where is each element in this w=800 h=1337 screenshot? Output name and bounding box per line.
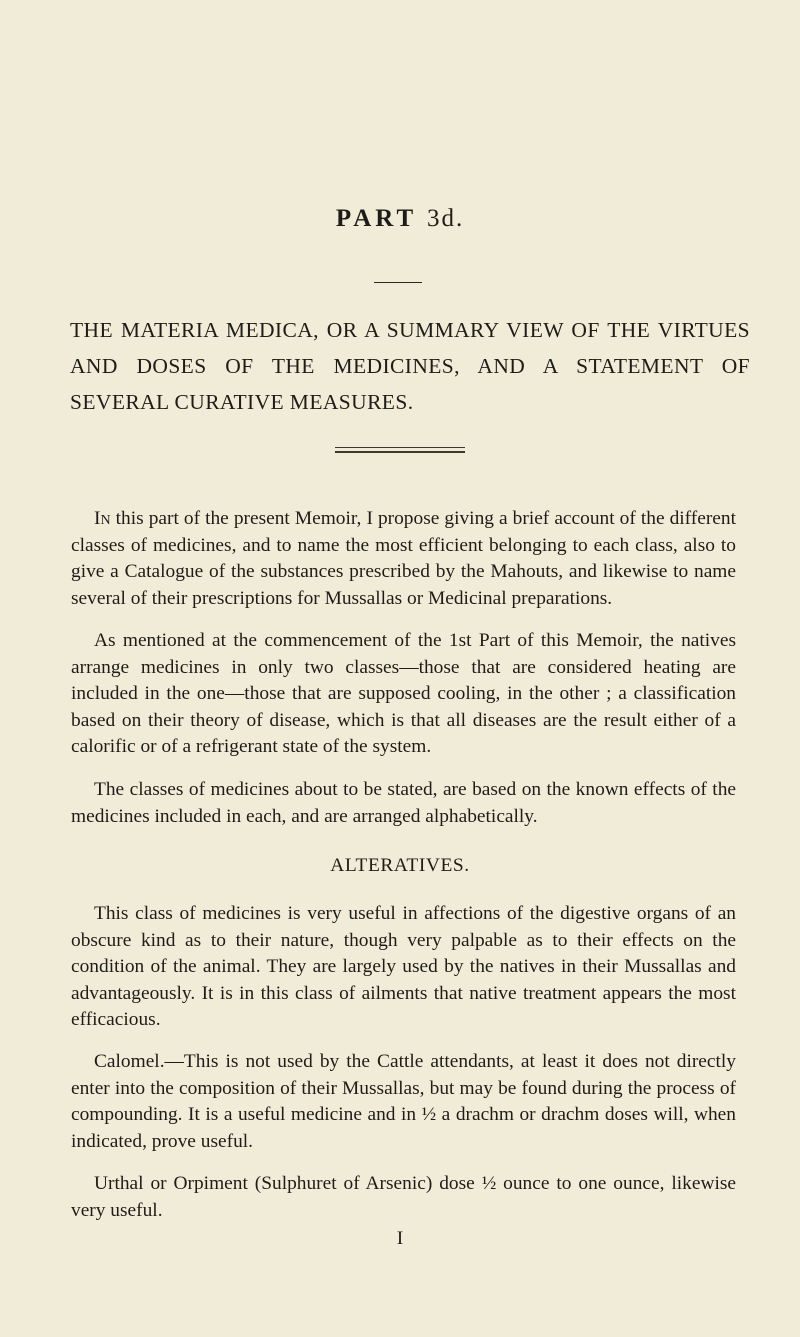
intro-paragraph xyxy=(71,506,736,612)
alteratives-paragraph: This class of medicines is very useful in affections of the digestive organs of an obscure kind as to their nature, though very palpable as to their effects on the condition of the animal. They are largely used by the natives in their Mussallas and advantageously. It is in this class of ailments that native treatment appears the most efficacious. xyxy=(71,903,736,1030)
double-divider-rule xyxy=(335,447,465,453)
section-heading-alteratives: ALTERATIVES. xyxy=(330,855,470,876)
calomel-paragraph: Calomel.—This is not used by the Cattle attendants, at least it does not directly enter into the composition of their Mussallas, but may be found during the process of compounding. It is a useful medicine and in ½ a drachm or drachm doses will, when indicated, prove useful. xyxy=(71,1051,736,1152)
urthal-paragraph: Urthal or Orpiment (Sulphuret of Arsenic) dose ½ ounce to one ounce, likewise very useful. xyxy=(71,1173,736,1221)
part-heading xyxy=(0,204,800,234)
intro-text: this part of the present Memoir, I propose giving a brief account of the different classes of medicines, and to name the most efficient belonging to each class, also to give a Catalogue of the substances prescribed by the Mahouts, and likewise to name several of their prescriptions for Mussallas or Medicinal preparations. xyxy=(71,508,736,609)
short-divider-rule xyxy=(374,282,422,283)
intro-first-word: In xyxy=(94,508,111,529)
document-title: THE MATERIA MEDICA, OR A SUMMARY VIEW OF THE VIRTUES AND DOSES OF THE MEDICINES, AND A STATEMENT OF SEVERAL CURATIVE MEASURES. xyxy=(70,318,750,414)
classification-paragraph: As mentioned at the commencement of the 1st Part of this Memoir, the natives arrange medicines in only two classes—those that are considered heating are included in the one—those that are supposed cooling, in the other ; a classification based on their theory of disease, which is that all diseases are the result either of a calorific or of a refrigerant state of the system. xyxy=(71,630,736,757)
page-number: I xyxy=(396,1228,404,1249)
part-heading-label: PART xyxy=(335,205,417,232)
classes-paragraph: The classes of medicines about to be stated, are based on the known effects of the medicines included in each, and are arranged alphabetically. xyxy=(71,779,736,827)
part-heading-number: 3d. xyxy=(426,205,465,232)
